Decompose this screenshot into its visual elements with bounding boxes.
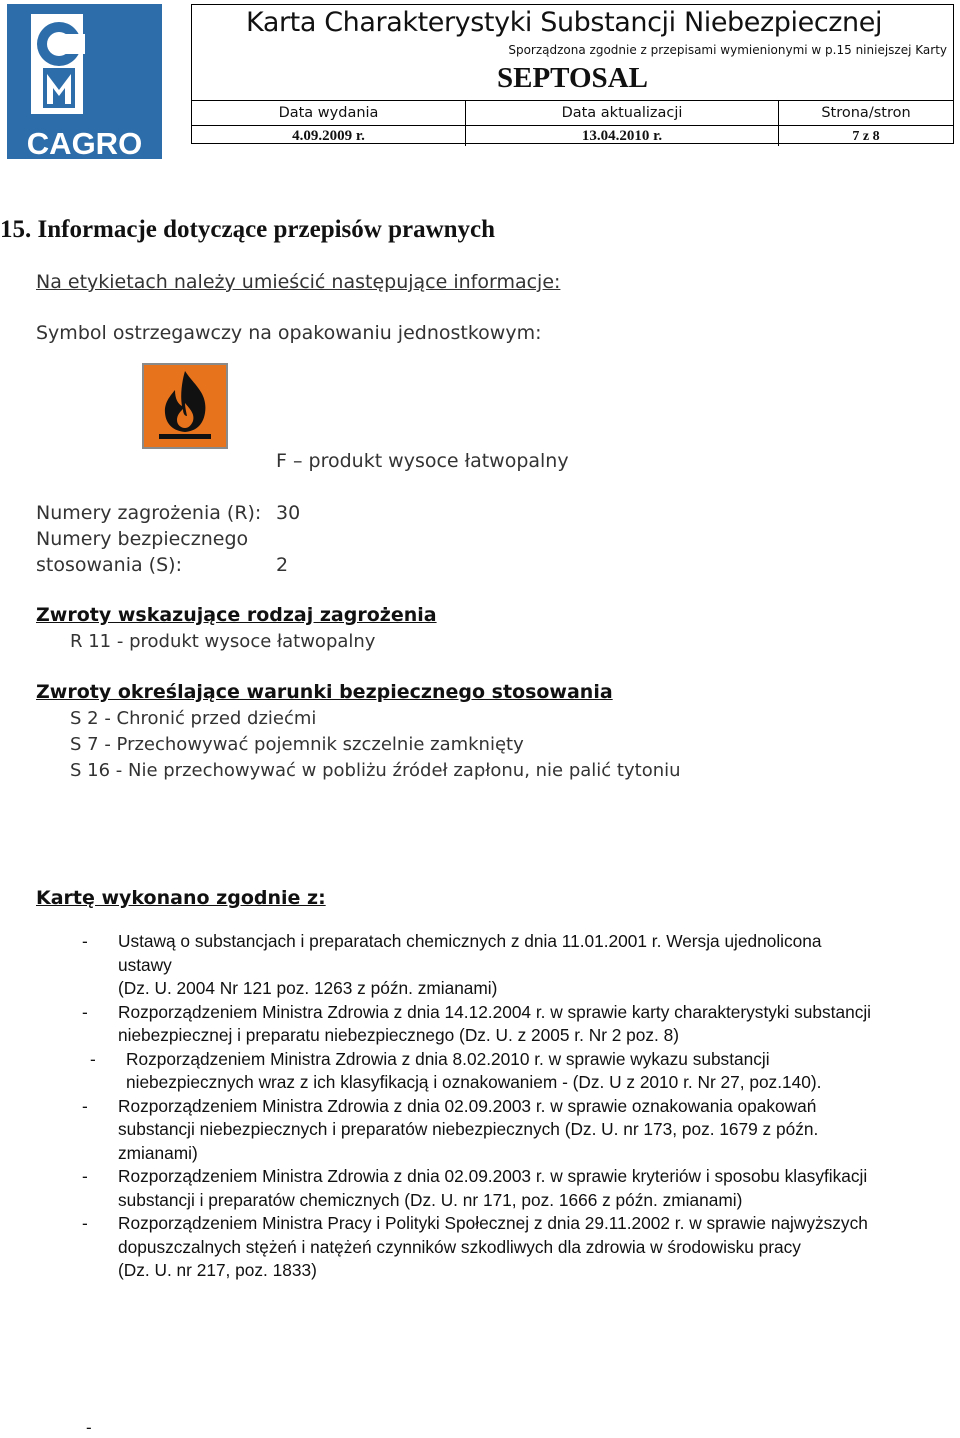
r-numbers-value: 30 <box>276 502 301 524</box>
product-name: SEPTOSAL <box>497 62 648 94</box>
trailing-dash: - <box>86 1418 92 1437</box>
list-dash: - <box>82 1213 88 1233</box>
page-number-cell <box>778 101 953 146</box>
reference-line: niebezpiecznej i preparatu niebezpiecznego (Dz. U. z 2005 r. Nr 2 poz. 8) <box>118 1025 679 1045</box>
reference-line: ustawy <box>118 954 172 975</box>
flammable-pictogram <box>142 363 228 449</box>
s-numbers-value: 2 <box>276 554 289 576</box>
legal-reference-item <box>82 1095 960 1166</box>
s-numbers-label-line2: stosowania (S): <box>36 554 182 576</box>
reference-line: (Dz. U. nr 217, poz. 1833) <box>118 1260 317 1280</box>
r-numbers-label: Numery zagrożenia (R): <box>36 502 262 524</box>
symbol-note: Symbol ostrzegawczy na opakowaniu jednostkowym: <box>36 322 542 344</box>
issue-date-value: 4.09.2009 r. <box>192 125 465 146</box>
issue-date-cell <box>192 101 465 146</box>
reference-line: Rozporządzeniem Ministra Zdrowia z dnia 14.12.2004 r. w sprawie karty charakterystyki substancji <box>118 1001 872 1022</box>
reference-line: substancji i preparatów chemicznych (Dz. U. nr 171, poz. 1666 z późn. zmianami) <box>118 1189 743 1210</box>
reference-line: Ustawą o substancjach i preparatach chemicznych z dnia 11.01.2001 r. Wersja ujednolicona <box>118 931 822 951</box>
reference-line: Rozporządzeniem Ministra Zdrowia z dnia 02.09.2003 r. w sprawie oznakowania opakowań <box>118 1095 817 1116</box>
list-dash: - <box>82 1001 88 1022</box>
reference-line: zmianami) <box>118 1142 198 1163</box>
header-info-table <box>192 100 953 143</box>
flame-icon <box>142 363 228 449</box>
label-info-note: Na etykietach należy umieścić następujące informacje: <box>36 271 561 293</box>
legal-reference-item <box>82 1165 960 1212</box>
list-dash: - <box>90 1048 96 1069</box>
s-numbers-label-line1: Numery bezpiecznego <box>36 528 249 550</box>
legal-reference-item <box>82 930 960 1001</box>
document-title: Karta Charakterystyki Substancji Niebezpiecznej <box>246 7 883 38</box>
legal-reference-item <box>82 1212 960 1283</box>
legal-reference-item <box>90 1048 960 1095</box>
r-phrase: R 11 - produkt wysoce łatwopalny <box>70 631 376 652</box>
r-phrases-heading: Zwroty wskazujące rodzaj zagrożenia <box>36 604 437 626</box>
s-phrase: S 16 - Nie przechowywać w pobliżu źródeł zapłonu, nie palić tytoniu <box>70 760 681 781</box>
update-date-value: 13.04.2010 r. <box>466 125 778 146</box>
company-logo <box>7 4 162 159</box>
s-phrase: S 2 - Chronić przed dziećmi <box>70 708 317 729</box>
list-dash: - <box>82 1095 88 1116</box>
document-header <box>191 4 954 144</box>
page-number-label: Strona/stron <box>821 105 911 121</box>
reference-line: Rozporządzeniem Ministra Zdrowia z dnia 8.02.2010 r. w sprawie wykazu substancji <box>126 1048 770 1069</box>
reference-line: Rozporządzeniem Ministra Zdrowia z dnia 02.09.2003 r. w sprawie kryteriów i sposobu klasyfikacji <box>118 1166 868 1186</box>
reference-line: dopuszczalnych stężeń i natężeń czynników szkodliwych dla zdrowia w środowisku pracy <box>118 1236 801 1257</box>
legal-reference-item <box>82 1001 960 1048</box>
page-number-value: 7 z 8 <box>779 125 953 146</box>
list-dash: - <box>82 1166 88 1186</box>
update-date-cell <box>465 101 778 146</box>
issue-date-label: Data wydania <box>278 105 379 121</box>
update-date-label: Data aktualizacji <box>561 105 683 121</box>
list-dash: - <box>82 931 88 951</box>
logo-text: CAGRO <box>26 126 143 161</box>
section-title: 15. Informacje dotyczące przepisów prawnych <box>0 216 496 243</box>
s-phrases-heading: Zwroty określające warunki bezpiecznego stosowania <box>36 681 613 703</box>
document-subtitle: Sporządzona zgodnie z przepisami wymienionymi w p.15 niniejszej Karty <box>508 43 947 57</box>
pictogram-label: F – produkt wysoce łatwopalny <box>276 450 569 472</box>
reference-line: niebezpiecznych wraz z ich klasyfikacją i oznakowaniem - (Dz. U z 2010 r. Nr 27, poz.140). <box>126 1072 822 1092</box>
reference-line: (Dz. U. 2004 Nr 121 poz. 1263 z późn. zmianami) <box>118 978 498 998</box>
reference-line: Rozporządzeniem Ministra Pracy i Polityki Społecznej z dnia 29.11.2002 r. w sprawie najwyższych <box>118 1213 868 1233</box>
legal-references-list <box>82 930 960 1283</box>
s-phrase: S 7 - Przechowywać pojemnik szczelnie zamknięty <box>70 734 524 755</box>
legal-basis-heading: Kartę wykonano zgodnie z: <box>36 887 326 909</box>
reference-line: substancji niebezpiecznych i preparatów niebezpiecznych (Dz. U. nr 173, poz. 1679 z późn. <box>118 1119 819 1139</box>
